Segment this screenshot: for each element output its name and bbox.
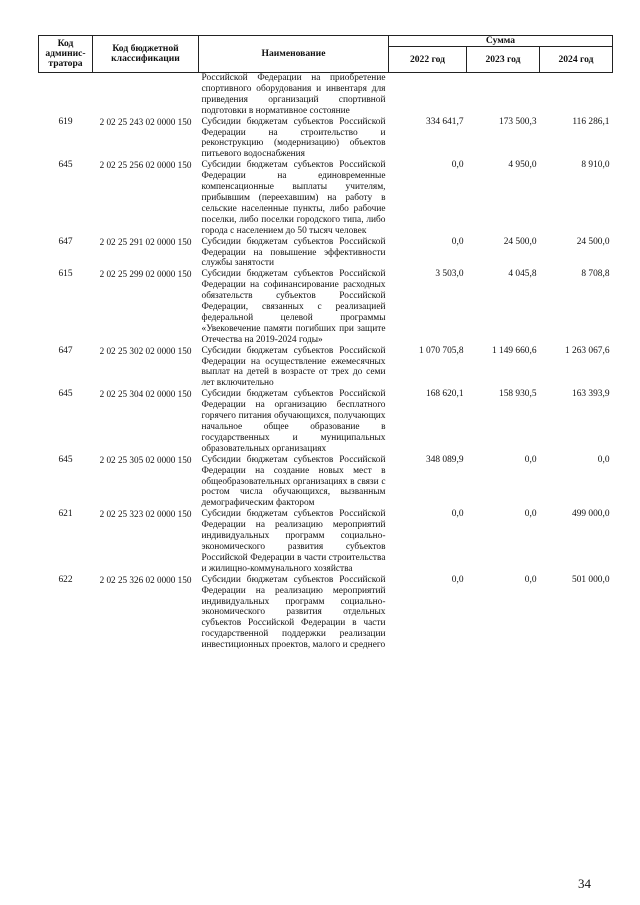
cell-amount-2024 bbox=[540, 73, 613, 117]
header-sum: Сумма bbox=[389, 36, 613, 47]
header-year-2023: 2023 год bbox=[467, 47, 540, 73]
cell-admin-code: 647 bbox=[58, 345, 73, 356]
cell-amount-2024: 8 708,8 bbox=[581, 269, 610, 280]
cell-amount-2022: 0,0 bbox=[451, 509, 464, 520]
header-kbk: Код бюджетной классификации bbox=[93, 36, 199, 73]
cell-admin-code: 619 bbox=[58, 116, 73, 127]
table-row bbox=[39, 575, 613, 651]
cell-kbk bbox=[93, 73, 199, 117]
budget-table bbox=[38, 35, 613, 651]
cell-name: Субсидии бюджетам субъектов Российской Федерации на реализацию мероприятий индивидуальных программ социально-экономического развития субъектов Российской Федерации в части строительства и жилищно-коммунального хозяйства bbox=[201, 509, 386, 574]
cell-amount-2022: 334 641,7 bbox=[426, 116, 464, 127]
cell-amount-2023: 1 149 660,6 bbox=[491, 345, 537, 356]
table-row bbox=[39, 117, 613, 161]
cell-kbk: 2 02 25 291 02 0000 150 bbox=[99, 236, 192, 247]
cell-name: Субсидии бюджетам субъектов Российской Федерации на единовременные компенсационные выплаты учителям, прибывшим (переехавшим) на работу в сельские населенные пункты, либо рабочие поселки, либо поселки городского типа, либо города с населением до 50 тысяч человек bbox=[201, 160, 386, 236]
cell-name: Субсидии бюджетам субъектов Российской Федерации на реализацию мероприятий индивидуальных программ социально-экономического развития отдельных субъектов Российской Федерации в части государственной поддержки реализации инвестиционных проектов, малого и среднего bbox=[201, 574, 386, 651]
cell-admin-code: 645 bbox=[58, 454, 73, 465]
cell-kbk: 2 02 25 243 02 0000 150 bbox=[99, 116, 192, 127]
cell-name: Субсидии бюджетам субъектов Российской Федерации на создание новых мест в общеобразовательных организациях в связи с ростом числа обучающихся, вызванным демографическим фактором bbox=[201, 454, 386, 509]
cell-amount-2023: 4 950,0 bbox=[508, 160, 537, 171]
table-row bbox=[39, 346, 613, 390]
cell-amount-2022: 3 503,0 bbox=[435, 269, 464, 280]
cell-amount-2024: 499 000,0 bbox=[572, 509, 610, 520]
cell-admin-code bbox=[39, 73, 93, 117]
cell-admin-code: 645 bbox=[58, 389, 73, 400]
cell-amount-2024: 116 286,1 bbox=[572, 116, 610, 127]
cell-kbk: 2 02 25 302 02 0000 150 bbox=[99, 345, 192, 356]
header-year-2022: 2022 год bbox=[389, 47, 467, 73]
cell-kbk: 2 02 25 304 02 0000 150 bbox=[99, 389, 192, 400]
cell-amount-2024: 501 000,0 bbox=[572, 574, 610, 585]
header-admin-code: Код администратора bbox=[39, 36, 93, 73]
cell-name: Субсидии бюджетам субъектов Российской Федерации на строительство и реконструкцию (модернизацию) объектов питьевого водоснабжения bbox=[201, 116, 386, 160]
table-row bbox=[39, 237, 613, 270]
table-row bbox=[39, 160, 613, 236]
cell-amount-2022: 1 070 705,8 bbox=[418, 345, 464, 356]
cell-amount-2023: 0,0 bbox=[524, 509, 537, 520]
table-row bbox=[39, 73, 613, 117]
cell-amount-2024: 1 263 067,6 bbox=[564, 345, 610, 356]
cell-amount-2023: 24 500,0 bbox=[503, 236, 537, 247]
cell-kbk: 2 02 25 326 02 0000 150 bbox=[99, 574, 192, 585]
cell-amount-2022: 0,0 bbox=[451, 574, 464, 585]
cell-name: Субсидии бюджетам субъектов Российской Федерации на осуществление ежемесячных выплат на детей в возрасте от трех до семи лет включительно bbox=[201, 345, 386, 389]
cell-name: Российской Федерации на приобретение спортивного оборудования и инвентаря для приведения организаций спортивной подготовки в нормативное состояние bbox=[201, 73, 386, 116]
cell-admin-code: 622 bbox=[58, 574, 73, 585]
header-year-2024: 2024 год bbox=[540, 47, 613, 73]
cell-admin-code: 615 bbox=[58, 269, 73, 280]
header-name: Наименование bbox=[199, 36, 389, 73]
cell-name: Субсидии бюджетам субъектов Российской Федерации на повышение эффективности службы занятости bbox=[201, 236, 386, 269]
cell-kbk: 2 02 25 305 02 0000 150 bbox=[99, 454, 192, 465]
cell-name: Субсидии бюджетам субъектов Российской Федерации на софинансирование расходных обязательств субъектов Российской Федерации, связанных с реализацией федеральной целевой программы «Увековечение памяти погибших при защите Отечества на 2019-2024 годы» bbox=[201, 269, 386, 345]
cell-amount-2023 bbox=[467, 73, 540, 117]
cell-amount-2024: 0,0 bbox=[597, 454, 610, 465]
cell-amount-2023: 0,0 bbox=[524, 574, 537, 585]
table-row bbox=[39, 389, 613, 454]
cell-amount-2022 bbox=[389, 73, 467, 117]
table-row bbox=[39, 509, 613, 574]
cell-amount-2024: 163 393,9 bbox=[572, 389, 610, 400]
cell-amount-2022: 0,0 bbox=[451, 236, 464, 247]
cell-amount-2023: 158 930,5 bbox=[499, 389, 537, 400]
table-row bbox=[39, 455, 613, 510]
cell-amount-2022: 168 620,1 bbox=[426, 389, 464, 400]
cell-amount-2022: 0,0 bbox=[451, 160, 464, 171]
cell-admin-code: 621 bbox=[58, 509, 73, 520]
cell-amount-2024: 8 910,0 bbox=[581, 160, 610, 171]
cell-amount-2023: 0,0 bbox=[524, 454, 537, 465]
page-number: 34 bbox=[578, 876, 591, 891]
cell-admin-code: 645 bbox=[58, 160, 73, 171]
cell-admin-code: 647 bbox=[58, 236, 73, 247]
cell-amount-2023: 173 500,3 bbox=[499, 116, 537, 127]
cell-amount-2022: 348 089,9 bbox=[426, 454, 464, 465]
cell-amount-2024: 24 500,0 bbox=[576, 236, 610, 247]
cell-kbk: 2 02 25 299 02 0000 150 bbox=[99, 269, 192, 280]
cell-name: Субсидии бюджетам субъектов Российской Федерации на организацию бесплатного горячего питания обучающихся, получающих начальное общее образование в государственных и муниципальных образовательных организациях bbox=[201, 389, 386, 454]
cell-kbk: 2 02 25 256 02 0000 150 bbox=[99, 160, 192, 171]
cell-amount-2023: 4 045,8 bbox=[508, 269, 537, 280]
table-row bbox=[39, 269, 613, 345]
cell-kbk: 2 02 25 323 02 0000 150 bbox=[99, 509, 192, 520]
